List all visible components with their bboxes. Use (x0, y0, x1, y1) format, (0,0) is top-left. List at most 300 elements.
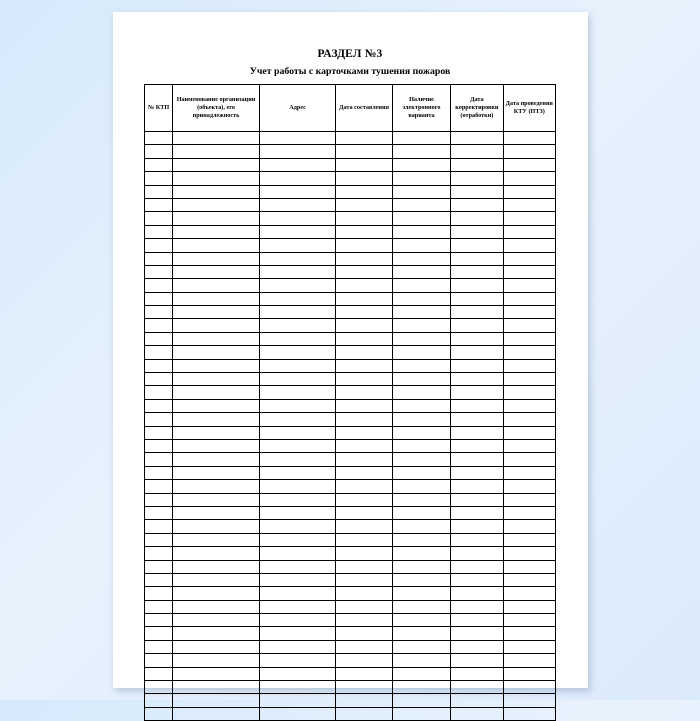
table-cell[interactable] (145, 319, 173, 332)
table-cell[interactable] (503, 426, 555, 439)
table-cell[interactable] (259, 319, 336, 332)
table-cell[interactable] (503, 681, 555, 694)
table-cell[interactable] (145, 654, 173, 667)
table-cell[interactable] (503, 252, 555, 265)
table-cell[interactable] (451, 373, 503, 386)
table-cell[interactable] (173, 252, 260, 265)
table-cell[interactable] (451, 225, 503, 238)
table-cell[interactable] (392, 292, 450, 305)
table-cell[interactable] (173, 573, 260, 586)
table-cell[interactable] (173, 694, 260, 707)
table-cell[interactable] (336, 413, 392, 426)
table-cell[interactable] (392, 627, 450, 640)
table-row[interactable] (145, 359, 556, 372)
table-cell[interactable] (336, 373, 392, 386)
table-row[interactable] (145, 172, 556, 185)
table-cell[interactable] (336, 346, 392, 359)
table-cell[interactable] (145, 306, 173, 319)
table-row[interactable] (145, 560, 556, 573)
table-cell[interactable] (259, 292, 336, 305)
table-row[interactable] (145, 426, 556, 439)
table-cell[interactable] (392, 493, 450, 506)
table-cell[interactable] (503, 386, 555, 399)
table-cell[interactable] (173, 681, 260, 694)
table-cell[interactable] (173, 386, 260, 399)
table-cell[interactable] (145, 493, 173, 506)
table-cell[interactable] (392, 279, 450, 292)
table-cell[interactable] (392, 145, 450, 158)
table-row[interactable] (145, 332, 556, 345)
table-cell[interactable] (503, 560, 555, 573)
table-cell[interactable] (259, 681, 336, 694)
table-cell[interactable] (392, 399, 450, 412)
table-cell[interactable] (336, 707, 392, 720)
table-cell[interactable] (451, 439, 503, 452)
table-cell[interactable] (451, 493, 503, 506)
table-cell[interactable] (173, 212, 260, 225)
table-cell[interactable] (392, 306, 450, 319)
table-cell[interactable] (503, 399, 555, 412)
table-cell[interactable] (392, 573, 450, 586)
table-row[interactable] (145, 279, 556, 292)
table-cell[interactable] (259, 185, 336, 198)
table-cell[interactable] (336, 332, 392, 345)
table-cell[interactable] (336, 265, 392, 278)
table-cell[interactable] (336, 573, 392, 586)
table-cell[interactable] (336, 145, 392, 158)
table-row[interactable] (145, 439, 556, 452)
table-cell[interactable] (503, 279, 555, 292)
table-row[interactable] (145, 158, 556, 171)
table-cell[interactable] (392, 480, 450, 493)
table-cell[interactable] (173, 239, 260, 252)
table-cell[interactable] (392, 346, 450, 359)
table-cell[interactable] (145, 506, 173, 519)
table-row[interactable] (145, 132, 556, 145)
table-cell[interactable] (451, 265, 503, 278)
table-cell[interactable] (145, 480, 173, 493)
table-cell[interactable] (392, 520, 450, 533)
table-cell[interactable] (259, 346, 336, 359)
table-cell[interactable] (173, 439, 260, 452)
table-cell[interactable] (173, 600, 260, 613)
table-cell[interactable] (336, 547, 392, 560)
table-row[interactable] (145, 573, 556, 586)
table-row[interactable] (145, 319, 556, 332)
table-row[interactable] (145, 225, 556, 238)
table-cell[interactable] (145, 681, 173, 694)
table-cell[interactable] (392, 614, 450, 627)
table-cell[interactable] (259, 694, 336, 707)
table-row[interactable] (145, 413, 556, 426)
table-cell[interactable] (503, 573, 555, 586)
table-cell[interactable] (173, 399, 260, 412)
table-cell[interactable] (451, 332, 503, 345)
table-cell[interactable] (145, 694, 173, 707)
table-cell[interactable] (392, 198, 450, 211)
table-cell[interactable] (173, 132, 260, 145)
table-cell[interactable] (503, 614, 555, 627)
table-cell[interactable] (173, 185, 260, 198)
table-cell[interactable] (451, 158, 503, 171)
table-row[interactable] (145, 480, 556, 493)
table-cell[interactable] (503, 533, 555, 546)
table-cell[interactable] (392, 319, 450, 332)
table-cell[interactable] (336, 158, 392, 171)
table-cell[interactable] (451, 185, 503, 198)
table-cell[interactable] (145, 252, 173, 265)
table-cell[interactable] (503, 212, 555, 225)
table-cell[interactable] (259, 627, 336, 640)
table-cell[interactable] (451, 533, 503, 546)
table-row[interactable] (145, 640, 556, 653)
table-cell[interactable] (145, 225, 173, 238)
table-cell[interactable] (392, 158, 450, 171)
table-cell[interactable] (259, 172, 336, 185)
table-cell[interactable] (145, 332, 173, 345)
table-cell[interactable] (336, 172, 392, 185)
table-cell[interactable] (259, 654, 336, 667)
table-cell[interactable] (145, 453, 173, 466)
table-cell[interactable] (259, 132, 336, 145)
table-cell[interactable] (392, 694, 450, 707)
table-cell[interactable] (392, 506, 450, 519)
table-cell[interactable] (259, 520, 336, 533)
table-row[interactable] (145, 212, 556, 225)
table-cell[interactable] (503, 225, 555, 238)
table-cell[interactable] (451, 198, 503, 211)
table-row[interactable] (145, 614, 556, 627)
table-cell[interactable] (503, 359, 555, 372)
table-cell[interactable] (451, 212, 503, 225)
table-cell[interactable] (259, 279, 336, 292)
table-cell[interactable] (259, 399, 336, 412)
table-cell[interactable] (503, 332, 555, 345)
table-cell[interactable] (451, 627, 503, 640)
table-cell[interactable] (145, 547, 173, 560)
table-cell[interactable] (145, 279, 173, 292)
table-cell[interactable] (173, 506, 260, 519)
table-cell[interactable] (173, 413, 260, 426)
table-cell[interactable] (259, 252, 336, 265)
table-cell[interactable] (259, 493, 336, 506)
table-cell[interactable] (145, 292, 173, 305)
table-row[interactable] (145, 520, 556, 533)
table-cell[interactable] (259, 560, 336, 573)
table-cell[interactable] (145, 520, 173, 533)
table-cell[interactable] (336, 506, 392, 519)
table-cell[interactable] (173, 279, 260, 292)
table-row[interactable] (145, 587, 556, 600)
table-cell[interactable] (503, 520, 555, 533)
table-cell[interactable] (173, 707, 260, 720)
table-cell[interactable] (336, 614, 392, 627)
table-cell[interactable] (451, 466, 503, 479)
table-cell[interactable] (451, 480, 503, 493)
table-cell[interactable] (503, 145, 555, 158)
table-cell[interactable] (336, 399, 392, 412)
table-cell[interactable] (392, 332, 450, 345)
table-cell[interactable] (392, 185, 450, 198)
table-cell[interactable] (173, 332, 260, 345)
table-cell[interactable] (451, 560, 503, 573)
table-cell[interactable] (145, 239, 173, 252)
table-cell[interactable] (451, 506, 503, 519)
table-cell[interactable] (336, 319, 392, 332)
table-cell[interactable] (503, 480, 555, 493)
table-cell[interactable] (503, 640, 555, 653)
table-cell[interactable] (336, 132, 392, 145)
table-row[interactable] (145, 198, 556, 211)
table-cell[interactable] (145, 265, 173, 278)
table-cell[interactable] (503, 132, 555, 145)
table-cell[interactable] (503, 627, 555, 640)
table-cell[interactable] (336, 306, 392, 319)
table-cell[interactable] (392, 172, 450, 185)
table-cell[interactable] (336, 198, 392, 211)
table-cell[interactable] (451, 145, 503, 158)
table-row[interactable] (145, 373, 556, 386)
table-cell[interactable] (392, 239, 450, 252)
table-cell[interactable] (503, 466, 555, 479)
table-cell[interactable] (451, 520, 503, 533)
table-cell[interactable] (336, 185, 392, 198)
table-cell[interactable] (392, 466, 450, 479)
table-cell[interactable] (145, 707, 173, 720)
table-cell[interactable] (392, 560, 450, 573)
table-cell[interactable] (336, 493, 392, 506)
table-cell[interactable] (451, 547, 503, 560)
table-row[interactable] (145, 346, 556, 359)
table-cell[interactable] (503, 346, 555, 359)
table-cell[interactable] (173, 306, 260, 319)
table-cell[interactable] (451, 681, 503, 694)
table-row[interactable] (145, 547, 556, 560)
table-cell[interactable] (336, 466, 392, 479)
table-cell[interactable] (392, 386, 450, 399)
table-cell[interactable] (392, 265, 450, 278)
table-cell[interactable] (259, 426, 336, 439)
table-row[interactable] (145, 239, 556, 252)
table-cell[interactable] (336, 386, 392, 399)
table-row[interactable] (145, 681, 556, 694)
table-cell[interactable] (336, 279, 392, 292)
table-cell[interactable] (392, 225, 450, 238)
table-cell[interactable] (259, 533, 336, 546)
table-row[interactable] (145, 707, 556, 720)
table-cell[interactable] (336, 600, 392, 613)
table-cell[interactable] (173, 453, 260, 466)
table-cell[interactable] (336, 681, 392, 694)
table-cell[interactable] (173, 533, 260, 546)
table-cell[interactable] (392, 212, 450, 225)
table-cell[interactable] (145, 399, 173, 412)
table-cell[interactable] (503, 198, 555, 211)
table-cell[interactable] (392, 681, 450, 694)
table-cell[interactable] (451, 172, 503, 185)
table-row[interactable] (145, 265, 556, 278)
table-cell[interactable] (145, 587, 173, 600)
table-cell[interactable] (173, 359, 260, 372)
table-cell[interactable] (451, 614, 503, 627)
table-cell[interactable] (173, 614, 260, 627)
table-cell[interactable] (259, 466, 336, 479)
table-cell[interactable] (173, 640, 260, 653)
table-cell[interactable] (503, 158, 555, 171)
table-cell[interactable] (451, 386, 503, 399)
table-cell[interactable] (259, 600, 336, 613)
table-row[interactable] (145, 252, 556, 265)
table-cell[interactable] (145, 386, 173, 399)
table-cell[interactable] (259, 453, 336, 466)
table-cell[interactable] (259, 587, 336, 600)
table-cell[interactable] (336, 694, 392, 707)
table-cell[interactable] (145, 560, 173, 573)
table-cell[interactable] (336, 667, 392, 680)
table-cell[interactable] (451, 359, 503, 372)
table-cell[interactable] (392, 587, 450, 600)
table-cell[interactable] (259, 506, 336, 519)
table-cell[interactable] (451, 132, 503, 145)
table-cell[interactable] (173, 172, 260, 185)
table-cell[interactable] (392, 426, 450, 439)
table-cell[interactable] (145, 439, 173, 452)
table-row[interactable] (145, 667, 556, 680)
table-cell[interactable] (392, 667, 450, 680)
table-cell[interactable] (336, 239, 392, 252)
table-cell[interactable] (451, 413, 503, 426)
table-row[interactable] (145, 654, 556, 667)
table-cell[interactable] (451, 654, 503, 667)
table-cell[interactable] (392, 439, 450, 452)
table-cell[interactable] (259, 198, 336, 211)
table-cell[interactable] (451, 426, 503, 439)
table-cell[interactable] (259, 480, 336, 493)
table-cell[interactable] (503, 413, 555, 426)
table-cell[interactable] (145, 533, 173, 546)
table-cell[interactable] (451, 600, 503, 613)
table-cell[interactable] (451, 292, 503, 305)
table-cell[interactable] (336, 292, 392, 305)
table-cell[interactable] (503, 694, 555, 707)
table-row[interactable] (145, 627, 556, 640)
table-cell[interactable] (336, 225, 392, 238)
table-cell[interactable] (451, 640, 503, 653)
table-cell[interactable] (173, 292, 260, 305)
table-cell[interactable] (259, 614, 336, 627)
table-cell[interactable] (145, 627, 173, 640)
table-cell[interactable] (259, 373, 336, 386)
table-cell[interactable] (336, 453, 392, 466)
table-cell[interactable] (173, 346, 260, 359)
table-cell[interactable] (503, 493, 555, 506)
table-cell[interactable] (145, 426, 173, 439)
table-cell[interactable] (145, 145, 173, 158)
table-cell[interactable] (503, 587, 555, 600)
table-cell[interactable] (451, 399, 503, 412)
table-cell[interactable] (173, 480, 260, 493)
table-cell[interactable] (392, 453, 450, 466)
table-cell[interactable] (259, 239, 336, 252)
table-cell[interactable] (336, 640, 392, 653)
table-cell[interactable] (145, 198, 173, 211)
table-cell[interactable] (259, 158, 336, 171)
table-cell[interactable] (145, 172, 173, 185)
table-cell[interactable] (145, 466, 173, 479)
table-cell[interactable] (451, 252, 503, 265)
table-cell[interactable] (145, 346, 173, 359)
table-cell[interactable] (145, 640, 173, 653)
table-cell[interactable] (336, 533, 392, 546)
table-cell[interactable] (173, 520, 260, 533)
table-cell[interactable] (503, 707, 555, 720)
table-row[interactable] (145, 453, 556, 466)
table-cell[interactable] (503, 506, 555, 519)
table-cell[interactable] (503, 654, 555, 667)
table-cell[interactable] (173, 373, 260, 386)
table-cell[interactable] (173, 426, 260, 439)
table-cell[interactable] (145, 614, 173, 627)
table-cell[interactable] (259, 640, 336, 653)
table-cell[interactable] (259, 332, 336, 345)
table-cell[interactable] (173, 493, 260, 506)
table-cell[interactable] (392, 600, 450, 613)
table-cell[interactable] (259, 573, 336, 586)
table-cell[interactable] (503, 667, 555, 680)
table-cell[interactable] (173, 654, 260, 667)
table-cell[interactable] (145, 600, 173, 613)
table-cell[interactable] (503, 373, 555, 386)
table-cell[interactable] (145, 132, 173, 145)
table-cell[interactable] (336, 627, 392, 640)
table-cell[interactable] (503, 239, 555, 252)
table-cell[interactable] (503, 600, 555, 613)
table-cell[interactable] (145, 573, 173, 586)
table-cell[interactable] (451, 306, 503, 319)
table-cell[interactable] (392, 359, 450, 372)
table-cell[interactable] (259, 707, 336, 720)
table-cell[interactable] (259, 413, 336, 426)
table-cell[interactable] (392, 654, 450, 667)
table-cell[interactable] (336, 359, 392, 372)
table-cell[interactable] (336, 212, 392, 225)
table-cell[interactable] (336, 426, 392, 439)
table-cell[interactable] (392, 373, 450, 386)
table-cell[interactable] (451, 453, 503, 466)
table-cell[interactable] (259, 547, 336, 560)
table-cell[interactable] (451, 319, 503, 332)
table-cell[interactable] (145, 667, 173, 680)
table-cell[interactable] (392, 533, 450, 546)
table-cell[interactable] (259, 439, 336, 452)
table-cell[interactable] (503, 265, 555, 278)
table-cell[interactable] (259, 225, 336, 238)
table-row[interactable] (145, 493, 556, 506)
table-cell[interactable] (173, 560, 260, 573)
table-cell[interactable] (503, 185, 555, 198)
table-cell[interactable] (173, 158, 260, 171)
table-cell[interactable] (392, 640, 450, 653)
table-cell[interactable] (451, 279, 503, 292)
table-cell[interactable] (173, 225, 260, 238)
table-cell[interactable] (451, 573, 503, 586)
table-row[interactable] (145, 145, 556, 158)
table-cell[interactable] (259, 212, 336, 225)
table-cell[interactable] (336, 480, 392, 493)
table-row[interactable] (145, 600, 556, 613)
table-cell[interactable] (336, 520, 392, 533)
table-cell[interactable] (259, 265, 336, 278)
